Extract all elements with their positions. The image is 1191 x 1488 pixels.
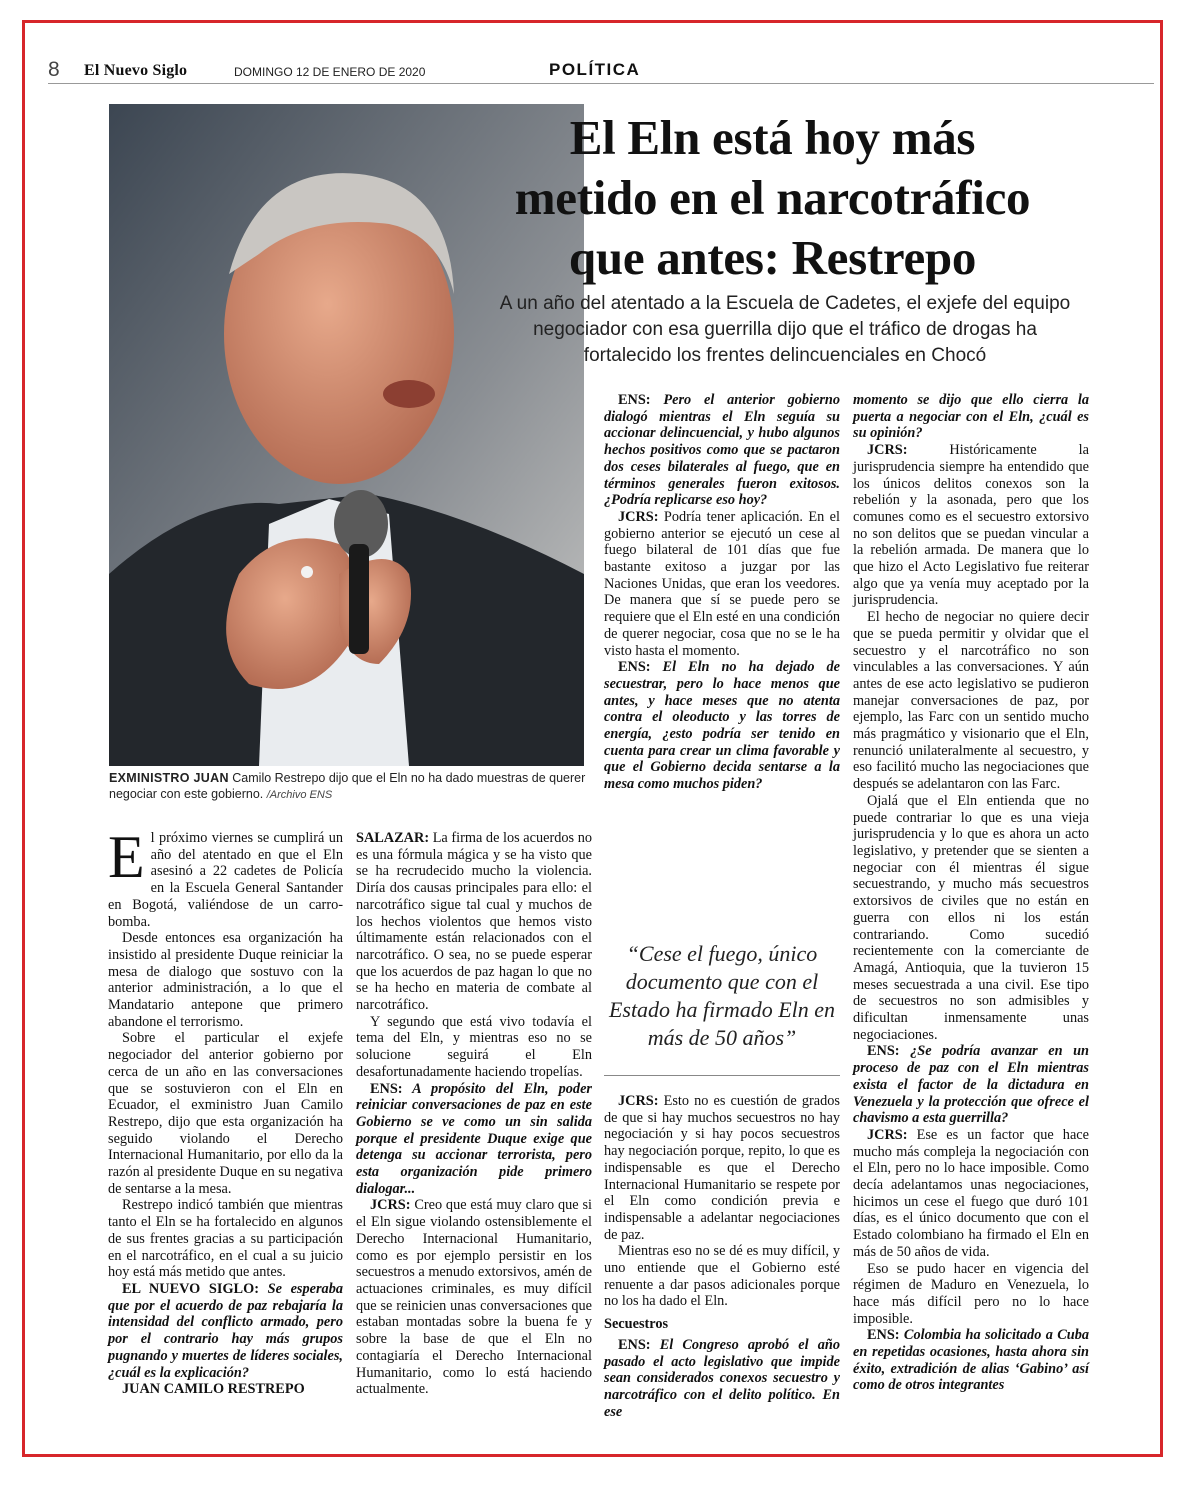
speaker-label: JUAN CAMILO RESTREPO — [122, 1381, 305, 1398]
paragraph: Mientras eso no se dé es muy difícil, y uno entiende que el Gobierno esté renuente a dar pasos adicionales porque no los ha dado el Eln. — [604, 1243, 840, 1310]
answer-text: Esto no es cuestión de grados de que si hay muchos secuestros no hay negociación y si hay pocos secuestros hay negociación porque, repito, lo que es indispensable es que el Derecho Internacional Humanitario se respete por el Eln como condición previa e indispensable a adelantar negociaciones de paz. — [604, 1093, 840, 1243]
speaker-label: SALAZAR: — [356, 830, 430, 846]
question-text: Pero el anterior gobierno dialogó mientras el Eln seguía su accionar delincuencial, y hubo algunos hechos positivos como que se pactaron dos ceses bilaterales al fuego, que en términos generales fueron exitosos. ¿Podría replicarse eso hoy? — [604, 392, 840, 509]
subheading: Secuestros — [604, 1316, 669, 1333]
paragraph: Ojalá que el Eln entienda que no puede contrariar lo que es una vieja jurisprudencia y lo que es ahora un acto legislativo, y pretender que se sienten a negociar con él mientras él sigue secuestrando, y mucho más secuestros extorsivos de civiles que no están en guerra con ellos ni los están contrariando. Como sucedió recientemente con la comerciante de Amagá, Antioquia, que la tuvieron 15 meses secuestrada a una civil. Ese tipo de secuestros no son admisibles y dificultan inmensamente unas negociaciones. — [853, 792, 1089, 1043]
headline-line-3: que antes: Restrepo — [568, 230, 977, 285]
caption-text: Camilo Restrepo dijo que el Eln no ha dado muestras de querer negociar con este gobierno. — [109, 771, 586, 801]
question-text: El Congreso aprobó el año pasado el acto legislativo que impide sean considerados conexos secuestro y narcotráfico con el delito político. En ese — [604, 1336, 840, 1420]
speaker-label: ENS: — [867, 1327, 900, 1344]
answer-text: La firma de los acuerdos no es una fórmula mágica y se ha visto que se ha recrudecido mucho la violencia. Diría dos causas principales para ello: el narcotráfico sigue tal cual y muchos de los hechos violentos que hemos visto últimamente están relacionados con el narcotráfico. O sea, no se puede esperar que los acuerdos de paz hagan lo que no se ha hecho en materia de combate al narcotráfico. — [356, 830, 592, 1014]
deck-line-1: A un año del atentado a la Escuela de Cadetes, el exjefe del equipo — [499, 293, 1071, 314]
paragraph: Desde entonces esa organización ha insistido al presidente Duque reiniciar la mesa de dialogo que sostuvo con la anterior administración, a lo que el Mandatario antepone que primero abandone el terrorismo. — [108, 930, 343, 1030]
page-number: 8 — [48, 58, 60, 81]
interview-question — [356, 1081, 592, 1198]
interview-question — [604, 392, 840, 509]
speaker-label: ENS: — [370, 1080, 403, 1097]
article-column-2 — [356, 830, 592, 1398]
speaker-label: JCRS: — [370, 1197, 411, 1214]
interview-answer — [356, 1197, 592, 1397]
question-text: Se esperaba que por el acuerdo de paz rebajaría la intensidad del conflicto armado, pero por el contrario hay más grupos pugnando y muertes de líderes sociales, ¿cuál es la explicación? — [108, 1280, 343, 1381]
section-title: POLÍTICA — [549, 60, 641, 79]
speaker-label: ENS: — [867, 1043, 900, 1060]
speaker-label: EL NUEVO SIGLO: — [122, 1280, 259, 1297]
interview-question — [853, 1327, 1089, 1394]
headline-line-2: metido en el narcotráfico — [514, 170, 1031, 225]
interview-answer — [356, 830, 592, 1014]
interview-question — [604, 1337, 840, 1421]
headline-line-1: El Eln está hoy más — [569, 110, 976, 165]
question-text: El Eln no ha dejado de secuestrar, pero lo hace menos que antes, y hace meses que no atenta contra el oleoducto y las torres de energía, ¿esto podría ser tenido en cuenta para crear un clima favorable y que el Gobierno decida sentarse a la mesa como muchos piden? — [604, 659, 840, 793]
deck-line-3: fortalecido los frentes delincuenciales en Chocó — [583, 345, 987, 366]
deck-subtitle — [435, 291, 1135, 369]
caption-lead: EXMINISTRO JUAN — [109, 771, 229, 785]
speaker-label: ENS: — [618, 1336, 651, 1353]
paragraph-text: l próximo viernes se cumplirá un año del atentado en que el Eln asesinó a 22 cadetes de Policía en la Escuela General Santander en Bogotá, valiéndose de un carro-bomba. — [108, 830, 343, 930]
paragraph: Sobre el particular el exjefe negociador del anterior gobierno por cerca de un año en las conversaciones que se sostuvieron con el Eln en Ecuador, el exministro Juan Camilo Restrepo, dijo que esta organización ha seguido violando el Derecho Internacional Humanitario, por ello da la razón al presidente Duque en su negativa de sentarse a la mesa. — [108, 1030, 344, 1197]
interview-question: momento se dijo que ello cierra la puerta a negociar con el Eln, ¿cuál es su opinión? — [853, 392, 1089, 442]
speaker-label: ENS: — [618, 659, 651, 676]
answer-text: Históricamente la jurisprudencia siempre ha entendido que los únicos delitos conexos son la rebelión y la asonada, pero que los comunes como es el secuestro extorsivo no son delitos que se puedan vincular a la rebelión armada. De manera que lo que hizo el Acto Legislativo fue reiterar algo que ya venía muy aceptado por la jurisprudencia. — [853, 442, 1089, 609]
interview-answer — [853, 1127, 1089, 1261]
interview-question — [853, 1043, 1089, 1127]
interview-answer — [604, 1093, 840, 1243]
answer-text: Creo que está muy claro que si el Eln sigue violando ostensiblemente el Derecho Internacional Humanitario, como es por ejemplo persistir en los secuestros a menudo extorsivos, amén de actuaciones criminales, es muy difícil que se reinicien unas conversaciones que estaban montadas sobre la buena fe y sobre la base de que el Eln no contagiaría el Derecho Internacional Humanitario, como lo está haciendo actualmente. — [356, 1197, 592, 1398]
article-column-3-top — [604, 392, 840, 793]
pull-quote-rule — [604, 1075, 840, 1076]
interview-question — [108, 1281, 343, 1381]
article-column-3-bottom — [604, 1093, 840, 1420]
deck-line-2: negociador con esa guerrilla dijo que el tráfico de drogas ha — [533, 319, 1037, 340]
article-column-1 — [108, 824, 344, 1398]
interview-answer — [604, 509, 840, 659]
article-column-4 — [853, 392, 1089, 1394]
speaker-label: JCRS: — [618, 1093, 659, 1109]
drop-cap: E — [108, 824, 145, 890]
answer-text: Podría tener aplicación. En el gobierno anterior se ejecutó un cese al fuego bilateral de 101 días que fue bastante exitoso a juzgar por las Naciones Unidas, que eran los veedores. De manera que sí se puede pero se requiere que el Eln esté en una condición de querer negociar, cosa que no se le ha visto hasta el momento. — [604, 508, 840, 659]
question-text: ¿Se podría avanzar en un proceso de paz con el Eln mientras exista el factor de la dictadura en Venezuela y la protección que ofrece el chavismo a esta guerrilla? — [853, 1043, 1089, 1127]
interview-question — [604, 659, 840, 793]
paragraph — [108, 824, 343, 930]
paragraph: Y segundo que está vivo todavía el tema del Eln, y mientras eso no se solucione seguirá el Eln desafortunadamente haciendo tropelías. — [356, 1013, 592, 1080]
speaker-label: ENS: — [618, 392, 651, 408]
paragraph: Restrepo indicó también que mientras tanto el Eln se ha fortalecido en algunos de sus frentes gracias a su participación en el narcotráfico, en el cual a su juicio hoy está más metido que antes. — [108, 1197, 343, 1281]
photo-caption — [109, 770, 589, 803]
header-rule — [48, 83, 1154, 84]
question-text: A propósito del Eln, poder reiniciar conversaciones de paz en este Gobierno se ve como un sin salida porque el presidente Duque exige que detenga su accionar terrorista, pero esta organización pide primero dialogar... — [356, 1080, 592, 1197]
interview-answer — [853, 442, 1089, 609]
answer-text: Ese es un factor que hace mucho más compleja la negociación con el Eln, pero no lo hace imposible. Como decía adelantamos unas negociaciones, hicimos un cese el fuego que duró 101 días, es el único documento que con el Estado colombiano ha firmado el Eln en más de 50 años de vida. — [853, 1126, 1089, 1260]
paragraph: Eso se pudo hacer en vigencia del régimen de Maduro en Venezuela, lo hace más difícil pero no lo hace imposible. — [853, 1260, 1089, 1327]
speaker-label: JCRS: — [867, 442, 908, 459]
caption-credit: /Archivo ENS — [266, 789, 333, 801]
dateline: DOMINGO 12 DE ENERO DE 2020 — [234, 65, 426, 79]
headline — [420, 108, 1125, 288]
paragraph: El hecho de negociar no quiere decir que se pueda permitir y olvidar que el secuestro y el narcotráfico no son vinculables a las conversaciones. Y aún antes de ese acto legislativo se pudieron manejar conversaciones de paz, por ejemplo, las Farc con un sentido mucho más pragmático y visionario que el Eln, renunció unilateralmente al secuestro, y eso facilitó mucho las negociaciones que después se adelantaron con las Farc. — [853, 609, 1089, 793]
speaker-label: JCRS: — [618, 508, 659, 525]
speaker-label: JCRS: — [867, 1126, 908, 1143]
page-header — [48, 58, 1148, 84]
question-text: Colombia ha solicitado a Cuba en repetidas ocasiones, hasta ahora sin éxito, extradición de alias ‘Gabino’ así como de otros integrantes — [853, 1327, 1089, 1394]
pull-quote: “Cese el fuego, único documento que con el Estado ha firmado Eln en más de 50 años” — [608, 941, 836, 1050]
masthead: El Nuevo Siglo — [84, 62, 188, 79]
